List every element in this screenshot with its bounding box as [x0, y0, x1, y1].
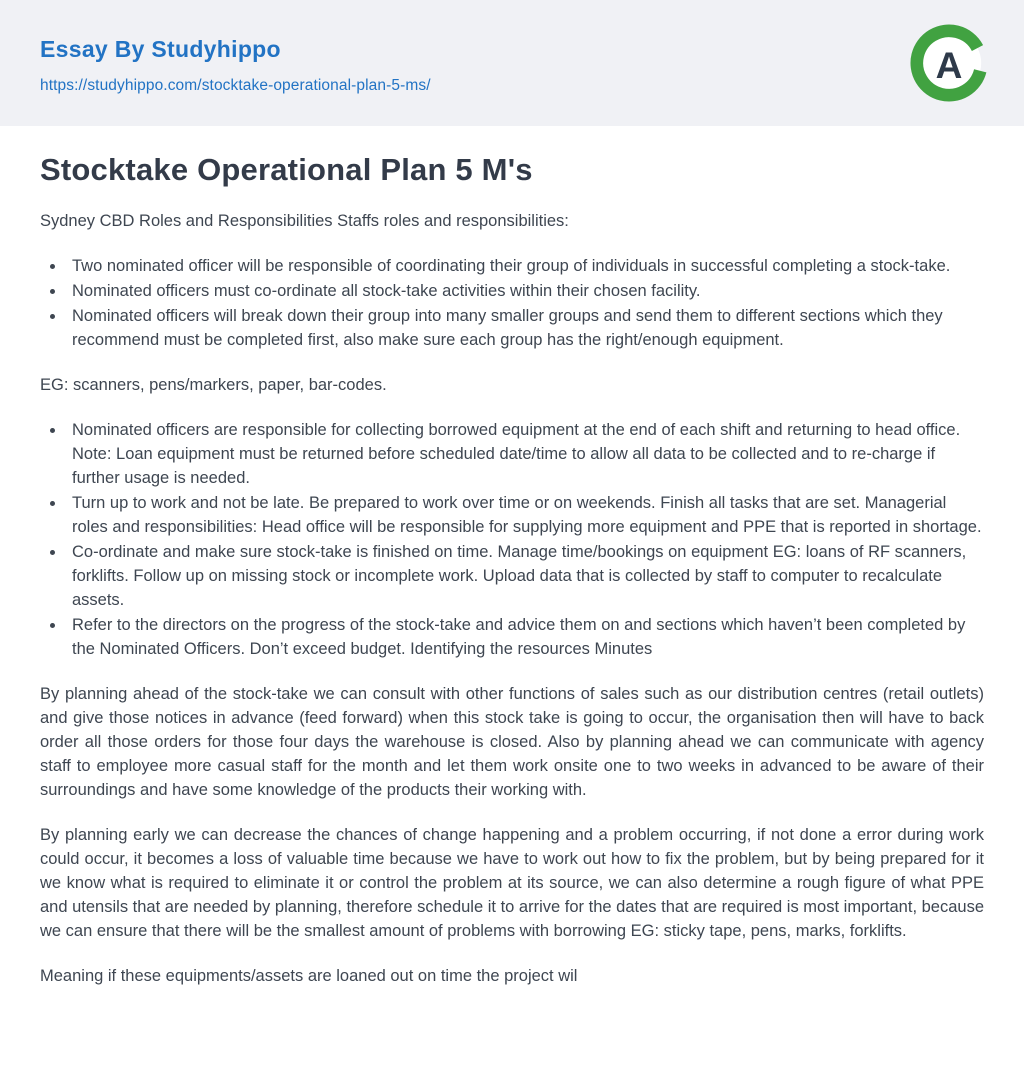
list-item: • Turn up to work and not be late. Be prepared to work over time or on weekends. Finish all tasks that are set. Managerial roles and responsibilities: Head office will be responsible for supplying more equipment and PPE that is reported in shortage.	[66, 491, 984, 539]
intro-paragraph: Sydney CBD Roles and Responsibilities Staffs roles and responsibilities:	[40, 212, 569, 230]
article-content	[0, 126, 1024, 1049]
list-item: • Nominated officers must co-ordinate all stock-take activities within their chosen facility.	[66, 279, 984, 303]
logo-letter: A	[935, 43, 963, 86]
studyhippo-logo-icon	[910, 24, 988, 102]
list-item: • Nominated officers will break down their group into many smaller groups and send them to different sections which they recommend must be completed first, also make sure each group has the right/enough equipment.	[66, 304, 984, 352]
responsibilities-list-1	[40, 254, 984, 352]
list-item: • Refer to the directors on the progress of the stock-take and advice them on and sections which haven’t been completed by the Nominated Officers. Don’t exceed budget. Identifying the resources Minutes	[66, 613, 984, 661]
page-title: Stocktake Operational Plan 5 M's	[40, 152, 533, 187]
body-paragraph-truncated: Meaning if these equipments/assets are loaned out on time the project wil	[40, 967, 578, 985]
list-item: • Co-ordinate and make sure stock-take is finished on time. Manage time/bookings on equipment EG: loans of RF scanners, forklifts. Follow up on missing stock or incomplete work. Upload data that is collected by staff to computer to recalculate assets.	[66, 540, 984, 612]
header-text-block	[40, 32, 431, 95]
list-item: • Two nominated officer will be responsible of coordinating their group of individuals in successful completing a stock-take.	[66, 254, 984, 278]
site-title: Essay By Studyhippo	[40, 35, 281, 62]
list-item: • Nominated officers are responsible for collecting borrowed equipment at the end of each shift and returning to head office. Note: Loan equipment must be returned before scheduled date/time to allow all data to be collected and to re-charge if further usage is needed.	[66, 418, 984, 490]
article-url-link[interactable]: https://studyhippo.com/stocktake-operational-plan-5-ms/	[40, 76, 431, 94]
site-header	[0, 0, 1024, 126]
responsibilities-list-2	[40, 418, 984, 661]
body-paragraph: By planning ahead of the stock-take we can consult with other functions of sales such as our distribution centres (retail outlets) and give those notices in advance (feed forward) when this stock take is going to occur, the organisation then will have to back order all those orders for those four days the warehouse is closed. Also by planning ahead we can communicate with agency staff to employee more casual staff for the month and let them work onsite one to two weeks in advanced to be aware of their surroundings and have some knowledge of the products their working with.	[40, 685, 984, 799]
eg-paragraph: EG: scanners, pens/markers, paper, bar-codes.	[40, 376, 387, 394]
body-paragraph: By planning early we can decrease the chances of change happening and a problem occurring, if not done a error during work could occur, it becomes a loss of valuable time because we have to work out how to fix the problem, but by being prepared for it we know what is required to eliminate it or control the problem at its source, we can also determine a rough figure of what PPE and utensils that are needed by planning, therefore schedule it to arrive for the dates that are required is most important, because we can ensure that there will be the smallest amount of problems with borrowing EG: sticky tape, pens, marks, forklifts.	[40, 826, 984, 940]
